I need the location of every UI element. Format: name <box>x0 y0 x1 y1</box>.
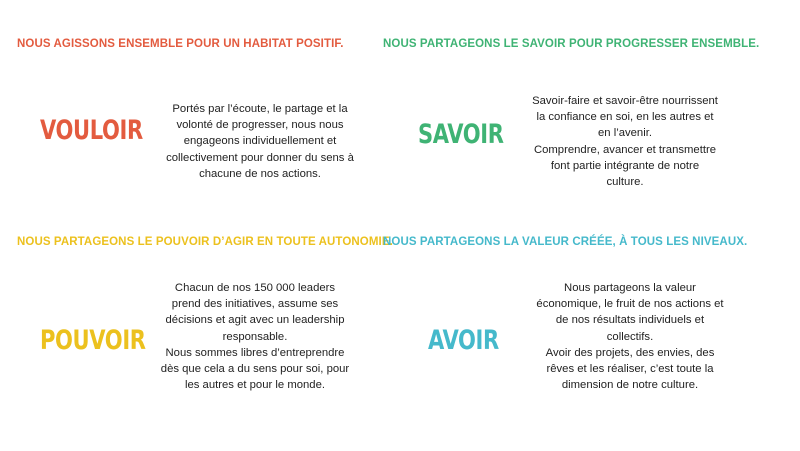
paragraph-line: Chacun de nos 150 000 leaders <box>174 282 336 294</box>
paragraph-line: de nos résultats individuels et <box>555 314 705 327</box>
paragraph-savoir <box>520 93 730 190</box>
paragraph-line: responsable. <box>222 330 288 343</box>
paragraph-avoir <box>520 280 740 393</box>
paragraph-line: Nous sommes libres d’entreprendre <box>165 346 345 359</box>
paragraph-line: dimension de notre culture. <box>561 379 699 392</box>
paragraph-line: Portés par l’écoute, le partage et la <box>172 103 348 115</box>
value-word-pouvoir: POUVOIR <box>40 325 146 356</box>
paragraph-line: la confiance en soi, en les autres et <box>536 111 714 124</box>
paragraph-line: volonté de progresser, nous nous <box>176 119 344 132</box>
paragraph-line: rêves et les réaliser, c’est toute la <box>546 363 714 376</box>
paragraph-line: collectifs. <box>606 330 654 343</box>
paragraph-line: décisions et agit avec un leadership <box>165 314 345 327</box>
value-word-vouloir: VOULOIR <box>40 115 143 146</box>
paragraph-line: Comprendre, avancer et transmettre <box>533 143 717 156</box>
paragraph-line: collectivement pour donner du sens à <box>166 151 354 164</box>
paragraph-line: Avoir des projets, des envies, des <box>545 346 715 359</box>
paragraph-line: en l’avenir. <box>597 127 652 140</box>
heading-valeur-creee: NOUS PARTAGEONS LA VALEUR CRÉÉE, À TOUS LES NIVEAUX. <box>383 236 748 248</box>
paragraph-line: dès que cela a du sens pour soi, pour <box>160 363 350 376</box>
paragraph-vouloir <box>150 101 370 182</box>
heading-habitat-positif: NOUS AGISSONS ENSEMBLE POUR UN HABITAT POSITIF. <box>17 38 344 50</box>
paragraph-pouvoir <box>145 280 365 393</box>
paragraph-line: les autres et pour le monde. <box>184 379 326 392</box>
paragraph-line: Savoir-faire et savoir-être nourrissent <box>532 95 718 107</box>
paragraph-line: prend des initiatives, assume ses <box>171 298 339 311</box>
paragraph-line: font partie intégrante de notre <box>550 159 700 172</box>
value-word-savoir: SAVOIR <box>418 119 504 150</box>
value-word-avoir: AVOIR <box>428 325 499 356</box>
paragraph-line: Nous partageons la valeur <box>564 282 696 294</box>
heading-partage-savoir: NOUS PARTAGEONS LE SAVOIR POUR PROGRESSER ENSEMBLE. <box>383 38 760 50</box>
paragraph-line: chacune de nos actions. <box>199 167 321 180</box>
paragraph-line: culture. <box>606 176 644 189</box>
paragraph-line: engageons individuellement et <box>183 135 337 148</box>
heading-pouvoir-agir: NOUS PARTAGEONS LE POUVOIR D’AGIR EN TOUTE AUTONOMIE. <box>17 236 393 248</box>
paragraph-line: économique, le fruit de nos actions et <box>536 298 724 311</box>
